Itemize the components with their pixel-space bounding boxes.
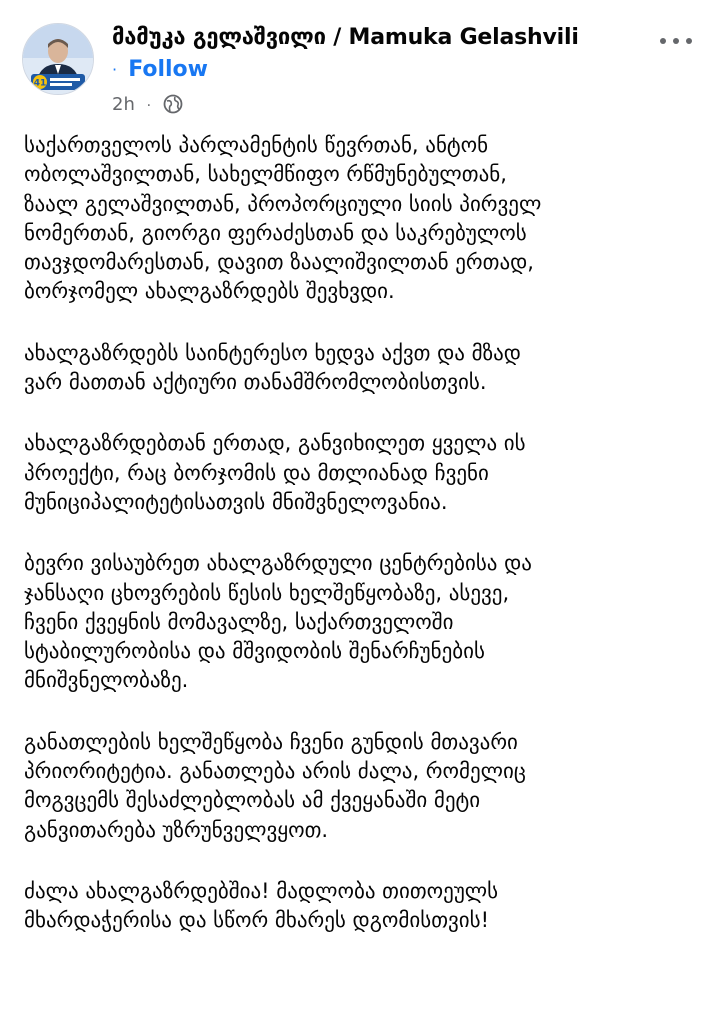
post-text-line: მუნიციპალიტეტისათვის მნიშვნელოვანია. (24, 489, 448, 514)
avatar-badge-number: 41 (33, 78, 47, 89)
post-text-line: ახალგაზრდებთან ერთად, განვიხილეთ ყველა ის (24, 431, 526, 456)
post-text-line: პროექტი, რაც ბორჯომის და მთლიანად ჩვენი (24, 460, 489, 485)
post-text-line: სტაბილურობისა და მშვიდობის შენარჩუნების (24, 639, 485, 664)
post-text-line: განვითარება უზრუნველვყოთ. (24, 817, 329, 842)
post-text-line: ნომერთან, გიორგი ფერაძესთან და საკრებულოს (24, 220, 527, 245)
author-name[interactable]: მამუკა გელაშვილი / Mamuka Gelashvili (112, 25, 579, 50)
post-timestamp[interactable]: 2h (112, 94, 135, 115)
post-meta (112, 92, 183, 118)
post-text-line: ახალგაზრდებს საინტერესო ხედვა აქვთ და მზად (24, 340, 521, 365)
post-text-line: ზაალ გელაშვილთან, პროპორციული სიის პირველ (24, 191, 542, 216)
post-header (0, 0, 714, 120)
post-text-line: ჯანსაღი ცხოვრების წესის ხელშეწყობაზე, ასევე, (24, 580, 510, 605)
post-text-line: ობოლაშვილთან, სახელმწიფო რწმუნებულთან, (24, 162, 507, 187)
post-paragraph (24, 549, 700, 695)
author-avatar[interactable] (22, 23, 94, 95)
post-text-line: მხარდაჭერისა და სწორ მხარეს დგომისთვის! (24, 908, 490, 933)
post-text-line: მოგვცემს შესაძლებლობას ამ ქვეყანაში მეტი (24, 788, 481, 813)
globe-icon[interactable] (163, 94, 183, 114)
meta-separator: · (146, 98, 152, 114)
post-text-line: ბევრი ვისაუბრეთ ახალგაზრდული ცენტრებისა და (24, 551, 532, 576)
post-text-line: პრიორიტეტია. განათლება არის ძალა, რომელიც (24, 759, 526, 784)
post-text-line: ძალა ახალგაზრდებშია! მადლობა თითოეულს (24, 878, 499, 903)
follow-separator: · (112, 60, 118, 79)
post-text-line: საქართველოს პარლამენტის წევრთან, ანტონ (24, 133, 489, 157)
post-text-line: განათლების ხელშეწყობა ჩვენი გუნდის მთავარი (24, 729, 518, 754)
post-paragraph (24, 339, 700, 398)
post-text-line: თავჯდომარესთან, დავით ზაალიშვილთან ერთად, (24, 250, 534, 275)
follow-row (112, 57, 208, 87)
post-body (24, 131, 700, 936)
post-text-line: ჩვენი ქვეყნის მომავალზე, საქართველოში (24, 609, 454, 634)
post-paragraph (24, 429, 700, 517)
post-paragraph (24, 877, 700, 936)
post-text-line: ვარ მათთან აქტიური თანამშრომლობისთვის. (24, 370, 487, 395)
avatar-portrait (23, 24, 93, 94)
post-paragraph (24, 131, 700, 307)
post-text-line: მნიშვნელობაზე. (24, 668, 189, 693)
post-text-line: ბორჯომელ ახალგაზრდებს შევხვდი. (24, 279, 395, 304)
more-options-button[interactable] (656, 28, 696, 52)
follow-button[interactable]: Follow (128, 57, 208, 82)
post-paragraph (24, 728, 700, 845)
